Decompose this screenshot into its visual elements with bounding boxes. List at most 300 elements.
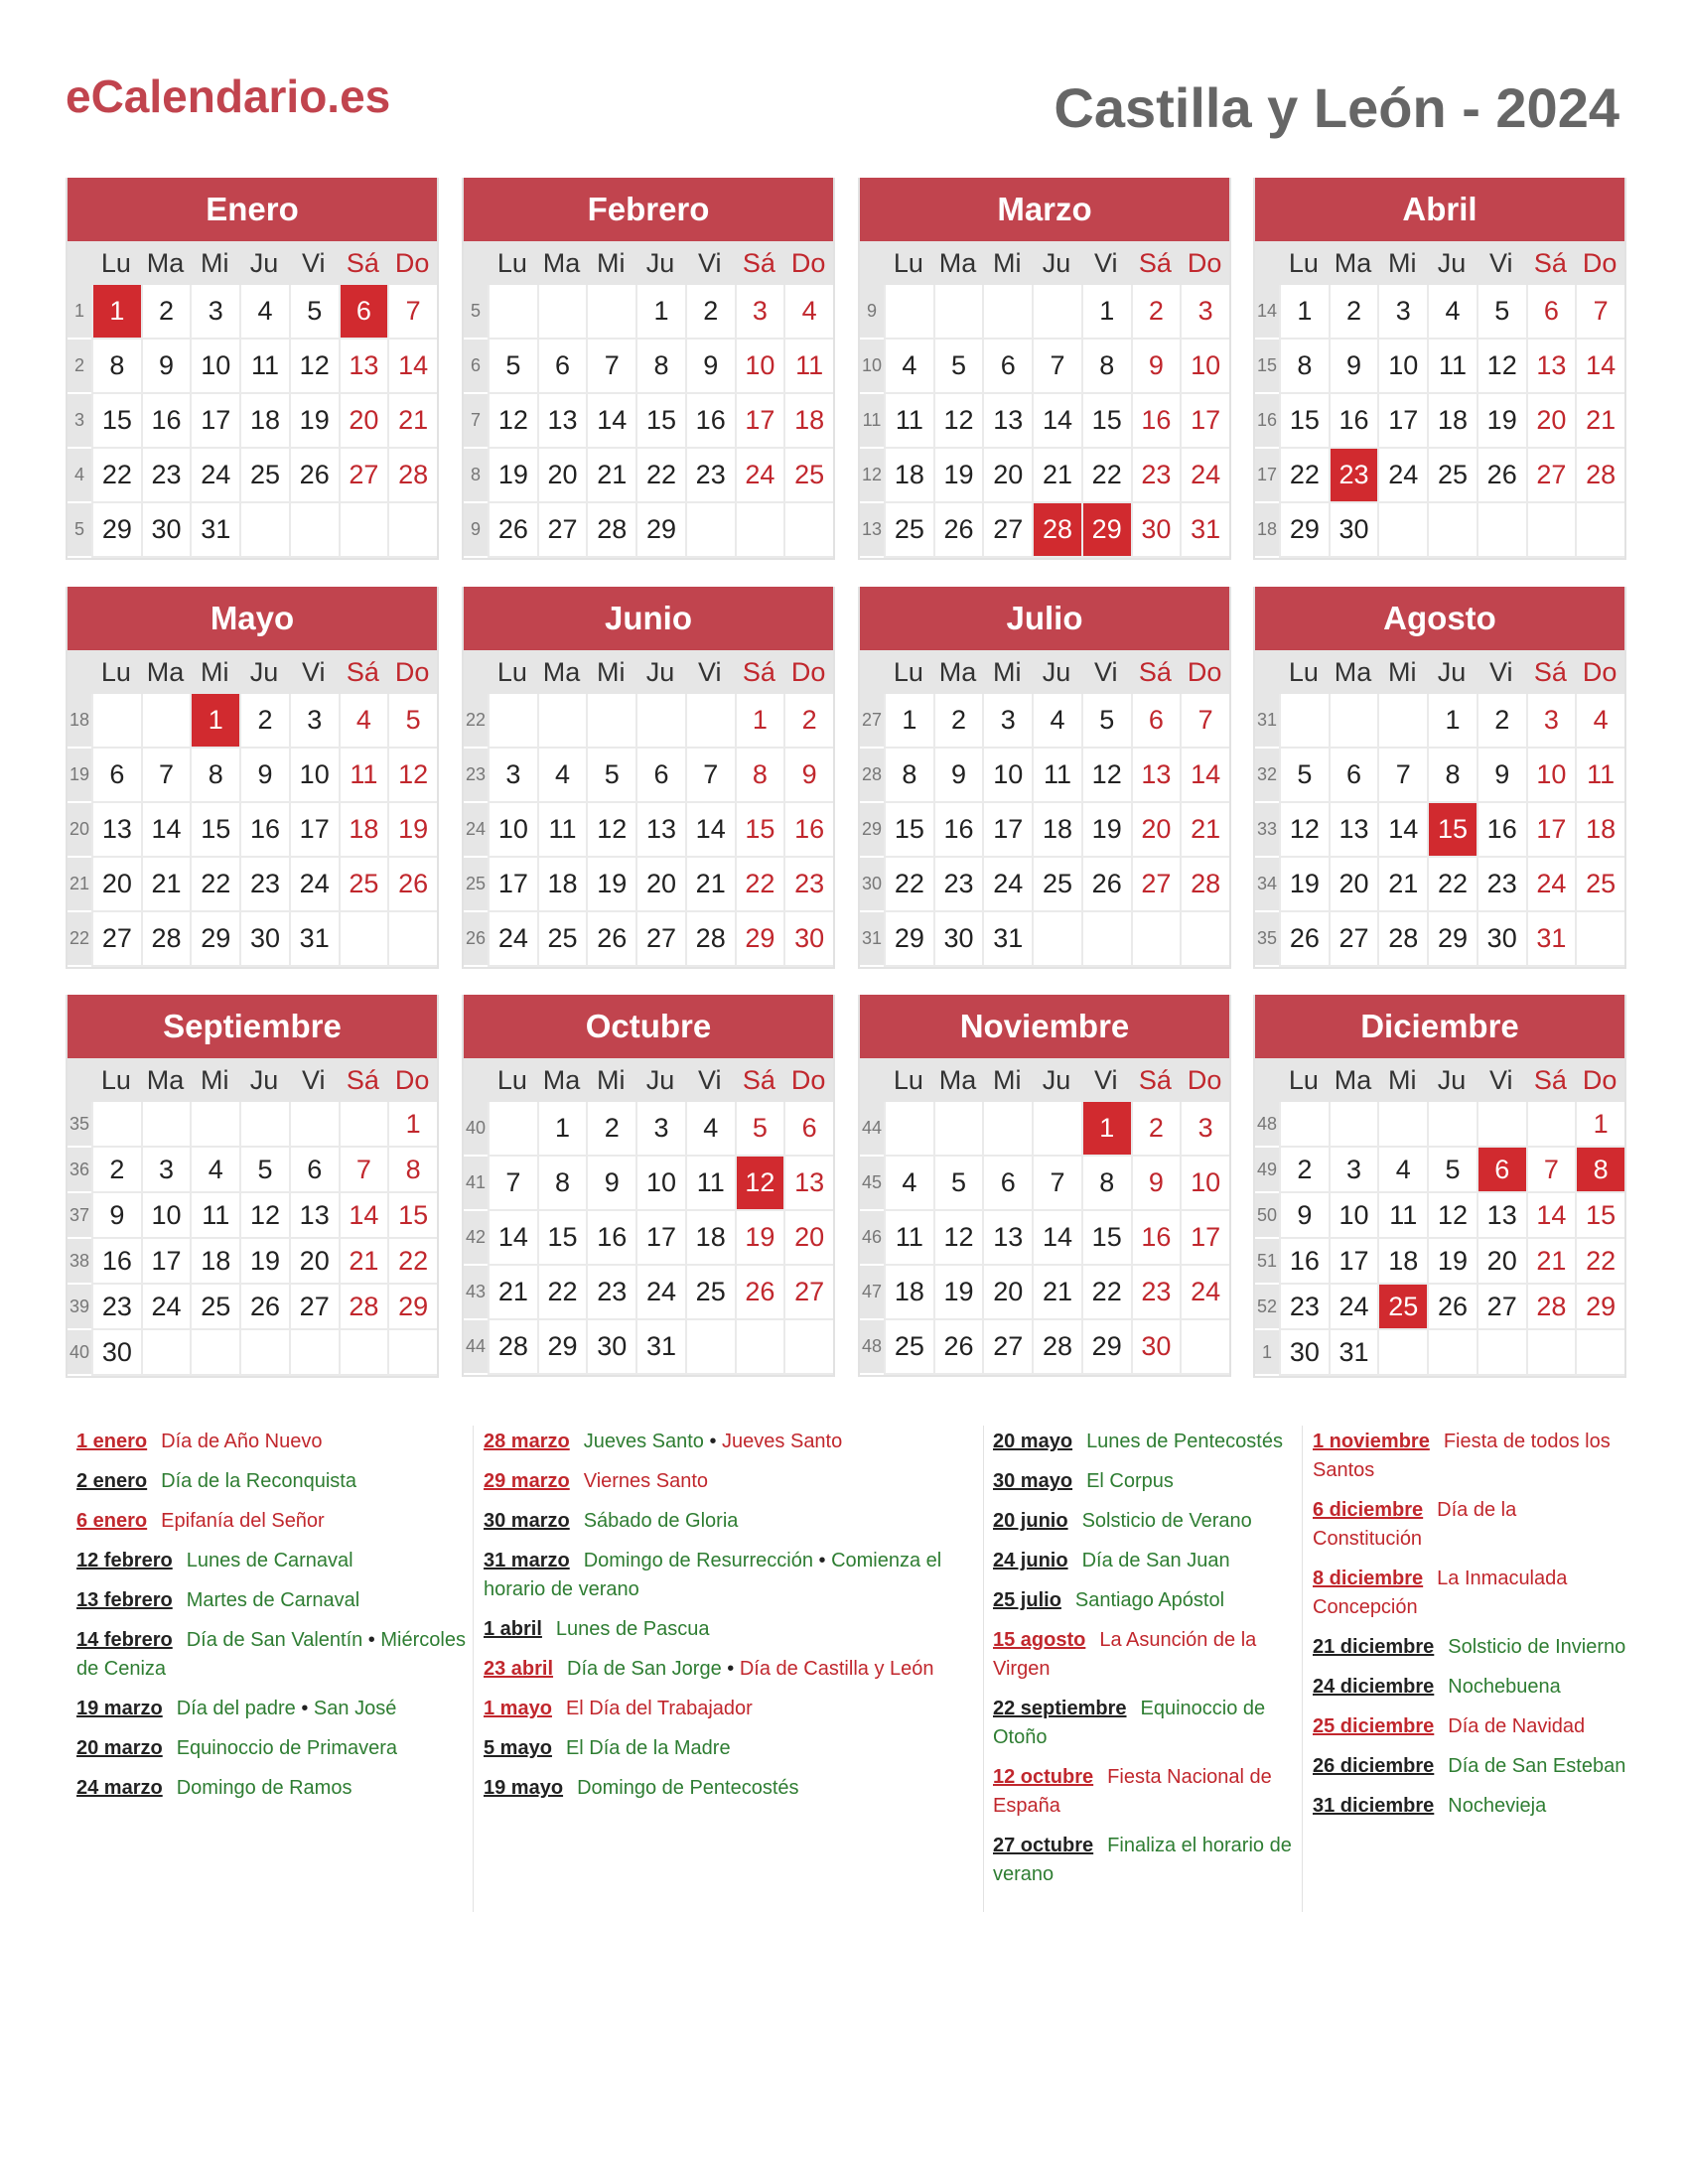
event-date-link[interactable]: 20 junio bbox=[993, 1510, 1068, 1532]
day-cell: 5 bbox=[735, 1102, 784, 1157]
event-date-link[interactable]: 8 diciembre bbox=[1313, 1568, 1424, 1589]
empty-day-cell bbox=[1427, 1330, 1477, 1376]
day-cell: 23 bbox=[141, 449, 191, 503]
day-cell: 15 bbox=[1081, 394, 1131, 449]
day-cell: 27 bbox=[1477, 1285, 1526, 1330]
day-cell: 22 bbox=[387, 1239, 437, 1285]
day-cell: 19 bbox=[933, 449, 983, 503]
day-cell: 11 bbox=[339, 749, 388, 803]
event-name: Sábado de Gloria bbox=[583, 1510, 739, 1532]
day-cell: 24 bbox=[488, 912, 537, 967]
event-date-link[interactable]: 14 febrero bbox=[76, 1629, 173, 1651]
day-cell: 20 bbox=[91, 858, 141, 912]
month-title: Noviembre bbox=[860, 995, 1229, 1058]
event-name: Día de San Juan bbox=[1081, 1550, 1230, 1571]
empty-day-cell bbox=[339, 1102, 388, 1148]
month-mayo bbox=[66, 587, 439, 969]
day-cell: 2 bbox=[1329, 285, 1378, 340]
event-name: Día de San Esteban bbox=[1448, 1755, 1626, 1777]
day-cell: 15 bbox=[387, 1193, 437, 1239]
day-cell: 11 bbox=[884, 1211, 933, 1266]
event-date-link[interactable]: 1 abril bbox=[484, 1618, 542, 1640]
empty-day-cell bbox=[1477, 1330, 1526, 1376]
weekday-header bbox=[464, 241, 833, 285]
weekday-label: Lu bbox=[496, 656, 527, 687]
week-number: 25 bbox=[464, 858, 488, 912]
weekday-label: Ju bbox=[1042, 656, 1071, 687]
day-cell: 10 bbox=[635, 1157, 685, 1211]
day-grid bbox=[464, 1102, 833, 1375]
event-name: Domingo de Resurrección bbox=[583, 1550, 813, 1571]
day-cell: 5 bbox=[488, 340, 537, 394]
event-name: El Día del Trabajador bbox=[565, 1698, 753, 1719]
day-cell: 5 bbox=[933, 1157, 983, 1211]
week-number: 2 bbox=[68, 340, 91, 394]
event-date-link[interactable]: 1 noviembre bbox=[1313, 1431, 1430, 1452]
event-item bbox=[76, 1507, 469, 1536]
week-number: 46 bbox=[860, 1211, 884, 1266]
day-cell: 28 bbox=[1180, 858, 1229, 912]
event-date-link[interactable]: 31 diciembre bbox=[1313, 1795, 1435, 1817]
day-cell: 1 bbox=[190, 694, 239, 749]
empty-day-cell bbox=[1329, 1102, 1378, 1148]
event-item bbox=[1313, 1428, 1630, 1485]
day-cell: 13 bbox=[982, 394, 1032, 449]
weekday-label: Sá bbox=[1138, 1064, 1172, 1095]
event-date-link[interactable]: 25 diciembre bbox=[1313, 1715, 1435, 1737]
week-number: 32 bbox=[1255, 749, 1279, 803]
day-cell: 25 bbox=[190, 1285, 239, 1330]
weekday-label: Vi bbox=[1093, 656, 1118, 687]
day-grid bbox=[68, 285, 437, 558]
empty-day-cell bbox=[586, 285, 635, 340]
month-marzo bbox=[858, 178, 1231, 560]
brand-logo[interactable]: eCalendario.es bbox=[66, 70, 391, 122]
weekday-label: Ma bbox=[938, 247, 977, 278]
day-cell: 6 bbox=[783, 1102, 833, 1157]
weekday-label: Do bbox=[394, 1064, 430, 1095]
day-cell: 1 bbox=[1081, 285, 1131, 340]
day-cell: 12 bbox=[488, 394, 537, 449]
event-date-link[interactable]: 5 mayo bbox=[484, 1737, 552, 1759]
week-number: 31 bbox=[860, 912, 884, 967]
event-item bbox=[76, 1586, 469, 1615]
day-cell: 10 bbox=[735, 340, 784, 394]
week-number: 26 bbox=[464, 912, 488, 967]
day-cell: 6 bbox=[289, 1148, 339, 1193]
event-name: Nochevieja bbox=[1448, 1795, 1547, 1817]
event-item bbox=[76, 1467, 469, 1496]
day-cell: 12 bbox=[289, 340, 339, 394]
day-cell: 23 bbox=[933, 858, 983, 912]
day-cell: 26 bbox=[387, 858, 437, 912]
day-grid bbox=[68, 694, 437, 967]
day-cell: 31 bbox=[635, 1320, 685, 1375]
weekday-label: Ju bbox=[1042, 1064, 1071, 1095]
weekday-label: Do bbox=[1187, 247, 1222, 278]
month-title: Agosto bbox=[1255, 587, 1624, 650]
week-number: 52 bbox=[1255, 1285, 1279, 1330]
event-date-link[interactable]: 21 diciembre bbox=[1313, 1636, 1435, 1658]
weekday-header bbox=[1255, 650, 1624, 694]
event-date-link[interactable]: 26 diciembre bbox=[1313, 1755, 1435, 1777]
day-cell: 5 bbox=[1477, 285, 1526, 340]
empty-day-cell bbox=[387, 503, 437, 558]
day-cell: 23 bbox=[1279, 1285, 1329, 1330]
weekday-header bbox=[68, 241, 437, 285]
day-cell: 2 bbox=[685, 285, 735, 340]
weekday-label: Do bbox=[790, 247, 826, 278]
empty-day-cell bbox=[1377, 1102, 1427, 1148]
day-cell: 13 bbox=[537, 394, 587, 449]
day-cell: 12 bbox=[735, 1157, 784, 1211]
month-octubre bbox=[462, 995, 835, 1377]
day-cell: 16 bbox=[1131, 1211, 1181, 1266]
day-cell: 27 bbox=[1526, 449, 1576, 503]
day-cell: 8 bbox=[1279, 340, 1329, 394]
empty-day-cell bbox=[339, 503, 388, 558]
empty-day-cell bbox=[91, 1102, 141, 1148]
day-cell: 13 bbox=[91, 803, 141, 858]
weekday-label: Mi bbox=[1388, 656, 1417, 687]
event-date-link[interactable]: 30 marzo bbox=[484, 1510, 570, 1532]
event-date-link[interactable]: 31 marzo bbox=[484, 1550, 570, 1571]
day-cell: 27 bbox=[91, 912, 141, 967]
day-cell: 23 bbox=[1329, 449, 1378, 503]
week-number: 9 bbox=[860, 285, 884, 340]
day-cell: 20 bbox=[1526, 394, 1576, 449]
day-cell: 5 bbox=[1427, 1148, 1477, 1193]
event-date-link[interactable]: 2 enero bbox=[76, 1470, 148, 1492]
day-cell: 8 bbox=[735, 749, 784, 803]
empty-day-cell bbox=[1032, 1102, 1081, 1157]
week-number: 42 bbox=[464, 1211, 488, 1266]
day-cell: 15 bbox=[884, 803, 933, 858]
day-cell: 25 bbox=[884, 1320, 933, 1375]
day-cell: 31 bbox=[289, 912, 339, 967]
event-name: Día del padre bbox=[176, 1698, 296, 1719]
day-cell: 30 bbox=[1131, 503, 1181, 558]
empty-day-cell bbox=[1575, 503, 1624, 558]
empty-day-cell bbox=[141, 1102, 191, 1148]
empty-day-cell bbox=[735, 503, 784, 558]
event-item bbox=[76, 1734, 469, 1763]
week-number: 22 bbox=[464, 694, 488, 749]
day-grid bbox=[860, 1102, 1229, 1375]
month-title: Abril bbox=[1255, 178, 1624, 241]
day-cell: 3 bbox=[735, 285, 784, 340]
day-cell: 25 bbox=[239, 449, 289, 503]
day-cell: 20 bbox=[982, 449, 1032, 503]
day-cell: 6 bbox=[91, 749, 141, 803]
day-cell: 14 bbox=[1377, 803, 1427, 858]
event-item bbox=[993, 1428, 1301, 1456]
month-julio bbox=[858, 587, 1231, 969]
day-cell: 15 bbox=[91, 394, 141, 449]
day-cell: 6 bbox=[1526, 285, 1576, 340]
month-title: Octubre bbox=[464, 995, 833, 1058]
day-cell: 31 bbox=[982, 912, 1032, 967]
day-cell: 4 bbox=[783, 285, 833, 340]
week-number: 40 bbox=[68, 1330, 91, 1376]
weekday-label: Lu bbox=[100, 247, 131, 278]
weekday-label: Lu bbox=[496, 1064, 527, 1095]
weekday-label: Mi bbox=[597, 656, 626, 687]
day-cell: 1 bbox=[537, 1102, 587, 1157]
day-cell: 11 bbox=[239, 340, 289, 394]
weekday-label: Ma bbox=[542, 1064, 581, 1095]
event-name: Día de Castilla y León bbox=[739, 1658, 934, 1680]
weekday-label: Do bbox=[394, 656, 430, 687]
weekday-label: Ju bbox=[1437, 656, 1467, 687]
week-number: 44 bbox=[464, 1320, 488, 1375]
empty-day-cell bbox=[387, 1330, 437, 1376]
day-cell: 18 bbox=[1032, 803, 1081, 858]
empty-day-cell bbox=[685, 694, 735, 749]
day-cell: 27 bbox=[339, 449, 388, 503]
month-title: Enero bbox=[68, 178, 437, 241]
day-cell: 26 bbox=[289, 449, 339, 503]
week-number: 44 bbox=[860, 1102, 884, 1157]
day-cell: 15 bbox=[1575, 1193, 1624, 1239]
day-cell: 22 bbox=[1081, 1266, 1131, 1320]
day-grid bbox=[1255, 285, 1624, 558]
day-cell: 18 bbox=[339, 803, 388, 858]
weekday-label: Lu bbox=[893, 1064, 923, 1095]
empty-day-cell bbox=[783, 1320, 833, 1375]
day-cell: 1 bbox=[387, 1102, 437, 1148]
event-item bbox=[993, 1547, 1301, 1575]
weekday-label: Sá bbox=[1533, 1064, 1567, 1095]
day-cell: 13 bbox=[1329, 803, 1378, 858]
day-cell: 29 bbox=[884, 912, 933, 967]
event-date-link[interactable]: 12 febrero bbox=[76, 1550, 173, 1571]
event-date-link[interactable]: 22 septiembre bbox=[993, 1698, 1127, 1719]
day-cell: 21 bbox=[1180, 803, 1229, 858]
event-name: Domingo de Pentecostés bbox=[577, 1777, 799, 1799]
day-cell: 3 bbox=[982, 694, 1032, 749]
day-grid bbox=[68, 1102, 437, 1376]
day-cell: 24 bbox=[1329, 1285, 1378, 1330]
week-number: 28 bbox=[860, 749, 884, 803]
empty-day-cell bbox=[1526, 503, 1576, 558]
weekday-label: Vi bbox=[697, 1064, 722, 1095]
event-name: Santiago Apóstol bbox=[1074, 1589, 1225, 1611]
event-item bbox=[1313, 1496, 1630, 1554]
day-cell: 23 bbox=[783, 858, 833, 912]
empty-day-cell bbox=[1329, 694, 1378, 749]
day-cell: 24 bbox=[289, 858, 339, 912]
event-date-link[interactable]: 1 enero bbox=[76, 1431, 148, 1452]
day-cell: 8 bbox=[884, 749, 933, 803]
day-cell: 28 bbox=[339, 1285, 388, 1330]
day-cell: 8 bbox=[635, 340, 685, 394]
event-date-link[interactable]: 24 marzo bbox=[76, 1777, 163, 1799]
weekday-label: Vi bbox=[697, 247, 722, 278]
event-item bbox=[993, 1586, 1301, 1615]
event-item bbox=[484, 1467, 960, 1496]
day-cell: 4 bbox=[239, 285, 289, 340]
weekday-header bbox=[464, 1058, 833, 1102]
event-date-link[interactable]: 12 octubre bbox=[993, 1766, 1094, 1788]
day-cell: 9 bbox=[239, 749, 289, 803]
event-date-link[interactable]: 23 abril bbox=[484, 1658, 554, 1680]
event-name: Fiesta Nacional de España bbox=[993, 1766, 1272, 1817]
month-abril bbox=[1253, 178, 1626, 560]
day-cell: 28 bbox=[685, 912, 735, 967]
event-date-link[interactable]: 1 mayo bbox=[484, 1698, 552, 1719]
day-cell: 15 bbox=[537, 1211, 587, 1266]
event-date-link[interactable]: 29 marzo bbox=[484, 1470, 570, 1492]
event-date-link[interactable]: 25 julio bbox=[993, 1589, 1061, 1611]
day-cell: 2 bbox=[1131, 285, 1181, 340]
event-name: La Inmaculada Concepción bbox=[1313, 1568, 1568, 1618]
month-title: Marzo bbox=[860, 178, 1229, 241]
day-cell: 28 bbox=[1032, 1320, 1081, 1375]
event-date-link[interactable]: 28 marzo bbox=[484, 1431, 570, 1452]
empty-day-cell bbox=[289, 1330, 339, 1376]
week-number: 13 bbox=[860, 503, 884, 558]
day-cell: 6 bbox=[982, 340, 1032, 394]
weekday-label: Do bbox=[394, 247, 430, 278]
day-cell: 1 bbox=[884, 694, 933, 749]
event-date-link[interactable]: 20 mayo bbox=[993, 1431, 1073, 1452]
day-cell: 14 bbox=[1180, 749, 1229, 803]
day-cell: 10 bbox=[289, 749, 339, 803]
empty-day-cell bbox=[1477, 503, 1526, 558]
event-name: Día de San Valentín bbox=[186, 1629, 363, 1651]
bullet-separator: • bbox=[295, 1698, 314, 1719]
day-cell: 28 bbox=[141, 912, 191, 967]
event-date-link[interactable]: 15 agosto bbox=[993, 1629, 1086, 1651]
month-enero bbox=[66, 178, 439, 560]
day-cell: 22 bbox=[1427, 858, 1477, 912]
empty-day-cell bbox=[783, 503, 833, 558]
events-column bbox=[1313, 1428, 1630, 1832]
weekday-label: Sá bbox=[742, 247, 775, 278]
page-title: Castilla y León - 2024 bbox=[1054, 76, 1619, 139]
week-number: 47 bbox=[860, 1266, 884, 1320]
day-cell: 31 bbox=[1180, 503, 1229, 558]
day-cell: 18 bbox=[239, 394, 289, 449]
week-number: 30 bbox=[860, 858, 884, 912]
day-cell: 14 bbox=[141, 803, 191, 858]
day-cell: 11 bbox=[1575, 749, 1624, 803]
event-date-link[interactable]: 13 febrero bbox=[76, 1589, 173, 1611]
event-item bbox=[993, 1507, 1301, 1536]
event-date-link[interactable]: 27 octubre bbox=[993, 1835, 1094, 1856]
empty-day-cell bbox=[239, 1330, 289, 1376]
weekday-label: Ma bbox=[1334, 1064, 1372, 1095]
day-cell: 4 bbox=[537, 749, 587, 803]
day-cell: 30 bbox=[91, 1330, 141, 1376]
weekday-label: Sá bbox=[1533, 247, 1567, 278]
week-number: 33 bbox=[1255, 803, 1279, 858]
day-cell: 7 bbox=[339, 1148, 388, 1193]
event-date-link[interactable]: 24 diciembre bbox=[1313, 1676, 1435, 1698]
empty-day-cell bbox=[289, 503, 339, 558]
event-item bbox=[1313, 1712, 1630, 1741]
day-cell: 17 bbox=[1526, 803, 1576, 858]
day-cell: 25 bbox=[783, 449, 833, 503]
day-cell: 10 bbox=[982, 749, 1032, 803]
day-cell: 10 bbox=[1526, 749, 1576, 803]
day-cell: 15 bbox=[1279, 394, 1329, 449]
week-number: 35 bbox=[68, 1102, 91, 1148]
day-cell: 21 bbox=[1032, 449, 1081, 503]
event-date-link[interactable]: 30 mayo bbox=[993, 1470, 1073, 1492]
event-date-link[interactable]: 24 junio bbox=[993, 1550, 1068, 1571]
day-cell: 12 bbox=[1081, 749, 1131, 803]
day-cell: 14 bbox=[1526, 1193, 1576, 1239]
month-title: Mayo bbox=[68, 587, 437, 650]
weekday-label: Do bbox=[1187, 656, 1222, 687]
empty-day-cell bbox=[488, 1102, 537, 1157]
empty-day-cell bbox=[685, 503, 735, 558]
day-cell: 19 bbox=[239, 1239, 289, 1285]
day-cell: 14 bbox=[1032, 1211, 1081, 1266]
day-cell: 19 bbox=[289, 394, 339, 449]
day-cell: 13 bbox=[1131, 749, 1181, 803]
day-cell: 16 bbox=[91, 1239, 141, 1285]
day-cell: 8 bbox=[1427, 749, 1477, 803]
week-number: 3 bbox=[68, 394, 91, 449]
event-date-link[interactable]: 19 marzo bbox=[76, 1698, 163, 1719]
day-cell: 1 bbox=[635, 285, 685, 340]
empty-day-cell bbox=[190, 1330, 239, 1376]
month-title: Julio bbox=[860, 587, 1229, 650]
empty-day-cell bbox=[1575, 1330, 1624, 1376]
day-cell: 26 bbox=[735, 1266, 784, 1320]
day-cell: 16 bbox=[933, 803, 983, 858]
event-date-link[interactable]: 19 mayo bbox=[484, 1777, 564, 1799]
day-cell: 7 bbox=[141, 749, 191, 803]
day-cell: 22 bbox=[1279, 449, 1329, 503]
day-cell: 3 bbox=[1180, 285, 1229, 340]
weekday-label: Do bbox=[1582, 247, 1618, 278]
day-cell: 21 bbox=[1575, 394, 1624, 449]
day-cell: 29 bbox=[387, 1285, 437, 1330]
week-number: 14 bbox=[1255, 285, 1279, 340]
day-cell: 28 bbox=[1032, 503, 1081, 558]
event-date-link[interactable]: 6 enero bbox=[76, 1510, 148, 1532]
event-date-link[interactable]: 6 diciembre bbox=[1313, 1499, 1424, 1521]
day-cell: 4 bbox=[1377, 1148, 1427, 1193]
day-cell: 10 bbox=[488, 803, 537, 858]
day-cell: 24 bbox=[141, 1285, 191, 1330]
weekday-label: Vi bbox=[1488, 656, 1513, 687]
day-cell: 1 bbox=[1081, 1102, 1131, 1157]
event-name: Lunes de Pascua bbox=[555, 1618, 710, 1640]
day-cell: 28 bbox=[488, 1320, 537, 1375]
event-date-link[interactable]: 20 marzo bbox=[76, 1737, 163, 1759]
day-cell: 17 bbox=[190, 394, 239, 449]
day-cell: 9 bbox=[933, 749, 983, 803]
week-number: 18 bbox=[68, 694, 91, 749]
day-cell: 30 bbox=[1477, 912, 1526, 967]
day-cell: 9 bbox=[1279, 1193, 1329, 1239]
week-number: 1 bbox=[68, 285, 91, 340]
day-cell: 14 bbox=[488, 1211, 537, 1266]
day-cell: 27 bbox=[982, 503, 1032, 558]
day-cell: 18 bbox=[884, 1266, 933, 1320]
month-agosto bbox=[1253, 587, 1626, 969]
day-cell: 9 bbox=[1329, 340, 1378, 394]
day-cell: 26 bbox=[933, 503, 983, 558]
day-cell: 6 bbox=[635, 749, 685, 803]
event-item bbox=[1313, 1633, 1630, 1662]
event-name: Equinoccio de Primavera bbox=[176, 1737, 398, 1759]
